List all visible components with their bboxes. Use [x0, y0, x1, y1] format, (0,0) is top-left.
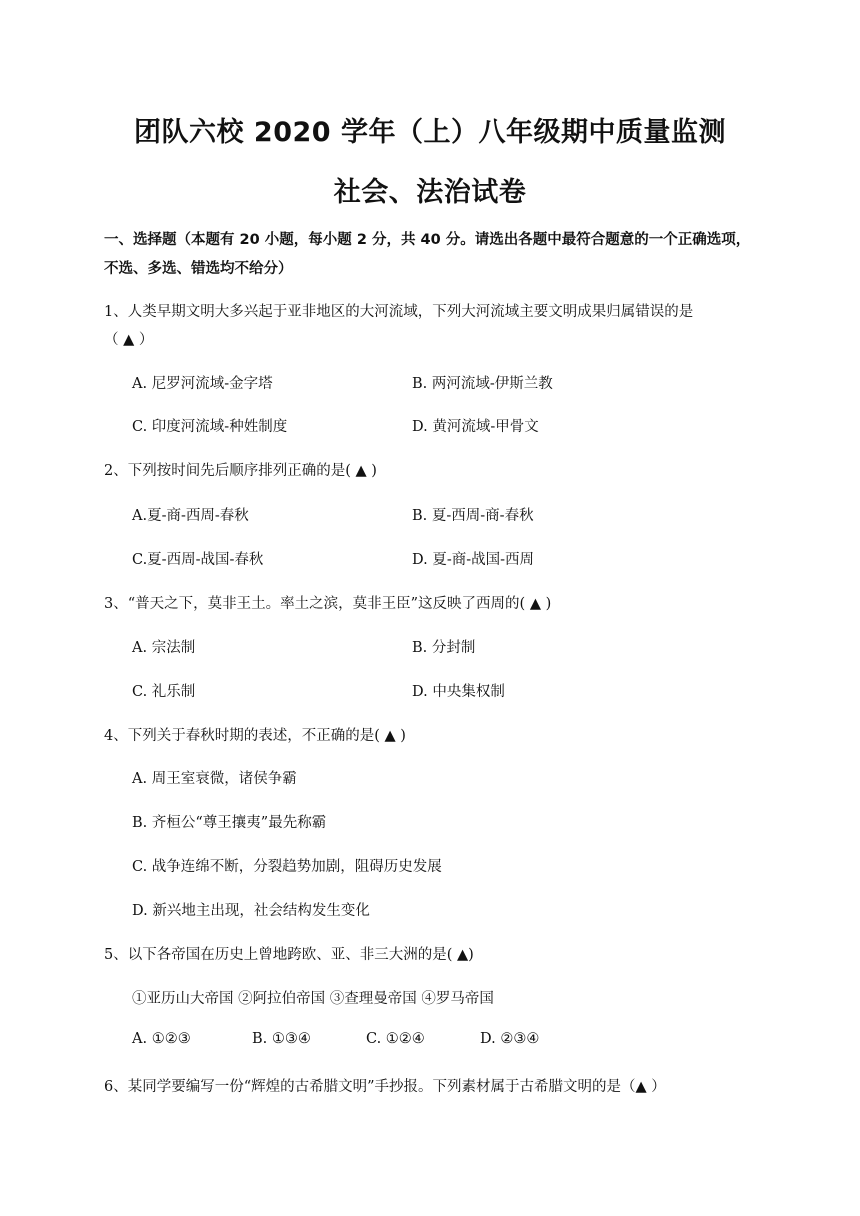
- question-1-option-a: A. 尼罗河流域-金字塔: [132, 376, 273, 392]
- question-1-option-c: C. 印度河流域-种姓制度: [132, 419, 288, 435]
- question-4-option-d: D. 新兴地主出现，社会结构发生变化: [132, 903, 370, 919]
- question-2-option-a: A.夏-商-西周-春秋: [132, 508, 249, 524]
- question-4-stem: 4、下列关于春秋时期的表述，不正确的是( ▲ ): [104, 728, 406, 744]
- question-6-stem: 6、某同学要编写一份“辉煌的古希腊文明”手抄报。下列素材属于古希腊文明的是（▲ ）: [104, 1079, 666, 1095]
- question-2-stem: 2、下列按时间先后顺序排列正确的是( ▲ ): [104, 463, 377, 479]
- question-3-option-a: A. 宗法制: [132, 640, 196, 656]
- question-5-items: ①亚历山大帝国 ②阿拉伯帝国 ③查理曼帝国 ④罗马帝国: [132, 991, 494, 1007]
- exam-title: 团队六校 2020 学年（上）八年级期中质量监测: [134, 117, 726, 148]
- question-5-stem: 5、以下各帝国在历史上曾地跨欧、亚、非三大洲的是( ▲): [104, 947, 474, 963]
- question-1-answer-blank: （ ▲ ）: [104, 332, 154, 348]
- question-5-option-a: A. ①②③: [132, 1031, 191, 1047]
- question-5-option-c: C. ①②④: [366, 1031, 425, 1047]
- exam-subtitle: 社会、法治试卷: [333, 177, 527, 208]
- question-5-option-d: D. ②③④: [480, 1031, 540, 1047]
- question-3-stem: 3、“普天之下，莫非王土。率土之滨，莫非王臣”这反映了西周的( ▲ ): [104, 596, 552, 612]
- question-5-option-b: B. ①③④: [252, 1031, 311, 1047]
- question-2-option-c: C.夏-西周-战国-春秋: [132, 552, 264, 568]
- question-4-option-b: B. 齐桓公“尊王攘夷”最先称霸: [132, 815, 327, 831]
- question-1-option-d: D. 黄河流域-甲骨文: [412, 419, 539, 435]
- question-3-option-b: B. 分封制: [412, 640, 476, 656]
- question-2-option-d: D. 夏-商-战国-西周: [412, 552, 535, 568]
- question-4-option-c: C. 战争连绵不断，分裂趋势加剧，阻碍历史发展: [132, 859, 442, 875]
- question-3-option-d: D. 中央集权制: [412, 684, 505, 700]
- question-1-stem: 1、人类早期文明大多兴起于亚非地区的大河流域，下列大河流域主要文明成果归属错误的是: [104, 304, 694, 320]
- question-1-option-b: B. 两河流域-伊斯兰教: [412, 376, 553, 392]
- section-heading-cont: 不选、多选、错选均不给分）: [104, 261, 293, 277]
- question-2-option-b: B. 夏-西周-商-春秋: [412, 508, 534, 524]
- section-heading: 一、选择题（本题有 20 小题，每小题 2 分，共 40 分。请选出各题中最符合题意的一个正确选项，: [104, 232, 751, 248]
- question-3-option-c: C. 礼乐制: [132, 684, 196, 700]
- question-4-option-a: A. 周王室衰微，诸侯争霸: [132, 771, 297, 787]
